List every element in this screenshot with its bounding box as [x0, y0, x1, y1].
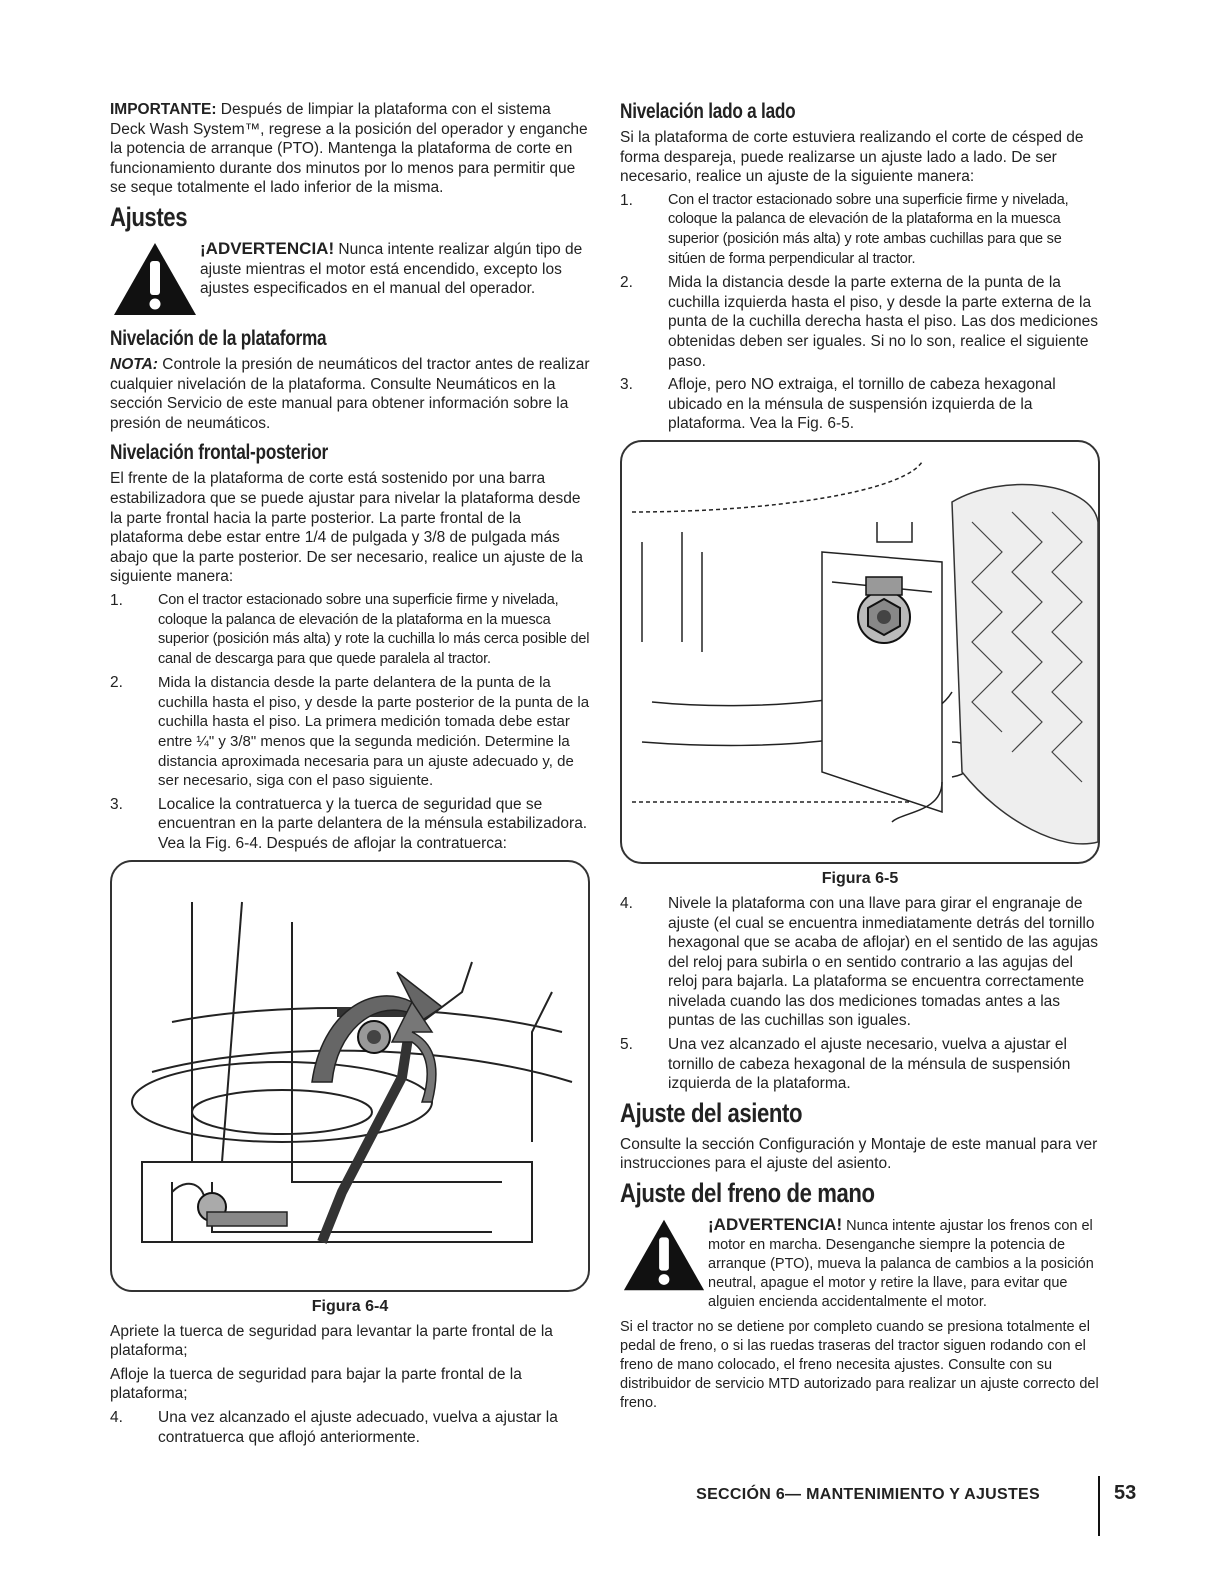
- frontal-heading: Nivelación frontal-posterior: [110, 441, 328, 465]
- warning-text: Nunca intente ajustar los frenos con el motor en marcha. Desenganche siempre la potencia de arranque (PTO), mueva la palanca de cambios a la posición neutral, apague el motor y retire la llave, para evitar que alguien encienda accidentalmente el motor.: [708, 1218, 1094, 1311]
- figure-6-5-caption: Figura 6-5: [821, 869, 899, 887]
- warning-triangle-icon: [110, 239, 200, 319]
- freno-warning-block: [620, 1215, 1100, 1312]
- warning-triangle-icon: [620, 1215, 708, 1295]
- ajustes-heading: Ajustes: [110, 201, 188, 232]
- figure-6-5: [620, 440, 1100, 864]
- frontal-final-step: [110, 1408, 590, 1447]
- asiento-heading: Ajuste del asiento: [620, 1097, 803, 1128]
- list-item: 4. Una vez alcanzado el ajuste adecuado, vuelva a ajustar la contratuerca que aflojó anteriormente.: [110, 1409, 558, 1446]
- list-item: 1. Con el tractor estacionado sobre una superficie firme y nivelada, coloque la palanca de elevación de la plataforma en la muesca superior (posición más alta) y rote la cuchilla lo más cerca posible del canal de descarga para que quede paralela al tractor.: [110, 591, 590, 667]
- deck-hanger-illustration: [622, 442, 1098, 862]
- list-item: 3. Afloje, pero NO extraiga, el tornillo de cabeza hexagonal ubicado en la ménsula de suspensión izquierda de la plataforma. Vea la Fig. 6-5.: [620, 376, 1056, 433]
- after-figure-tighten: Apriete la tuerca de seguridad para levantar la parte frontal de la plataforma;: [110, 1322, 553, 1360]
- warning-text-block: [200, 239, 590, 319]
- list-item: 4. Nivele la plataforma con una llave para girar el engranaje de ajuste (el cual se encuentra inmediatamente detrás del tornillo hexagonal que se acaba de aflojar) en el sentido de las agujas del reloj para subirla o en sentido contrario a las agujas del reloj para bajarla. La plataforma se encuentra correctamente nivelada cuando las dos mediciones tomadas antes a las puntas de las cuchillas son iguales.: [620, 894, 1099, 1030]
- right-column: [620, 100, 1100, 1413]
- important-note: [110, 100, 590, 198]
- important-label: IMPORTANTE:: [110, 101, 217, 118]
- page-number: 53: [1114, 1482, 1137, 1504]
- lado-steps: [620, 191, 1100, 434]
- figure-6-4-caption: Figura 6-4: [311, 1297, 389, 1315]
- warning-label: ¡ADVERTENCIA!: [200, 238, 335, 258]
- warning-block: [110, 239, 590, 319]
- footer-divider: [1098, 1476, 1100, 1536]
- freno-warning-text-block: [708, 1215, 1100, 1312]
- warning-label: ¡ADVERTENCIA!: [708, 1215, 843, 1235]
- section-title: SECCIÓN 6— MANTENIMIENTO Y AJUSTES: [696, 1486, 1040, 1503]
- nota-label: NOTA:: [110, 355, 158, 373]
- list-item: 2. Mida la distancia desde la parte delantera de la punta de la cuchilla hasta el piso, y desde la parte posterior de la punta de la cuchilla hasta el piso. La primera medición tomada debe estar entre ¼" y 3/8" menos que la segunda medición. Determine la distancia aproximada necesaria para un ajuste adecuado y, de ser necesario, siga con el paso siguiente.: [110, 674, 590, 790]
- stabilizer-bracket-illustration: [112, 862, 588, 1290]
- left-column: [110, 100, 590, 1451]
- asiento-text: Consulte la sección Configuración y Montaje de este manual para ver instrucciones para el ajuste del asiento.: [620, 1135, 1098, 1173]
- after-figure-loosen: Afloje la tuerca de seguridad para bajar la parte frontal de la plataforma;: [110, 1365, 522, 1403]
- nota-text: Controle la presión de neumáticos del tractor antes de realizar cualquier nivelación de la plataforma. Consulte Neumáticos en la sección Servicio de este manual para obtener información sobre la presión de neumáticos.: [110, 355, 590, 432]
- lado-heading: Nivelación lado a lado: [620, 100, 796, 123]
- list-item: 1. Con el tractor estacionado sobre una superficie firme y nivelada, coloque la palanca de elevación de la plataforma en la muesca superior (posición más alta) y rote ambas cuchillas para que se sitúen de forma perpendicular al tractor.: [620, 191, 1069, 267]
- warning-text: Nunca intente realizar algún tipo de ajuste mientras el motor está encendido, excepto los ajustes especificados en el manual del operador.: [200, 240, 583, 298]
- list-item: 3. Localice la contratuerca y la tuerca de seguridad que se encuentran en la parte delantera de la ménsula estabilizadora. Vea la Fig. 6-4. Después de aflojar la contratuerca:: [110, 795, 588, 853]
- nota-paragraph: [110, 355, 590, 433]
- lado-steps-continued: [620, 894, 1100, 1094]
- list-item: 2. Mida la distancia desde la parte externa de la punta de la cuchilla izquierda hasta el piso, y desde la parte externa de la punta de la cuchilla derecha hasta el piso. Las dos mediciones obtenidas deben ser iguales. Si no lo son, realice el siguiente paso.: [620, 274, 1098, 370]
- freno-heading: Ajuste del freno de mano: [620, 1178, 875, 1209]
- frontal-intro: El frente de la plataforma de corte está sostenido por una barra estabilizadora que se puede ajustar para nivelar la plataforma desde la parte frontal hacia la parte posterior. La parte frontal de la plataforma debe estar entre 1/4 de pulgada y 3/8 de pulgada más abajo que la parte posterior. De ser necesario, realice un ajuste de la siguiente manera:: [110, 470, 584, 586]
- frontal-steps: [110, 591, 590, 854]
- freno-text: Si el tractor no se detiene por completo cuando se presiona totalmente el pedal de freno, o si las ruedas traseras del tractor siguen rodando con el freno de mano colocado, el freno necesita ajustes. Consulte con su distribuidor de servicio MTD autorizado para realizar un ajuste correcto del freno.: [620, 1319, 1099, 1412]
- list-item: 5. Una vez alcanzado el ajuste necesario, vuelva a ajustar el tornillo de cabeza hexagonal de la ménsula de suspensión izquierda de la plataforma.: [620, 1036, 1071, 1093]
- figure-6-4: [110, 860, 590, 1292]
- lado-intro: Si la plataforma de corte estuviera realizando el corte de césped de forma despareja, puede realizarse un ajuste lado a lado. De ser necesario, realice un ajuste de la siguiente manera:: [620, 129, 1084, 186]
- nivelacion-heading: Nivelación de la plataforma: [110, 326, 327, 350]
- important-text: Después de limpiar la plataforma con el sistema Deck Wash System™, regrese a la posición del operador y enganche la potencia de arranque (PTO). Mantenga la plataforma de corte en funcionamiento durante dos minutos por lo menos para permitir que se seque totalmente el lado inferior de la misma.: [110, 101, 588, 197]
